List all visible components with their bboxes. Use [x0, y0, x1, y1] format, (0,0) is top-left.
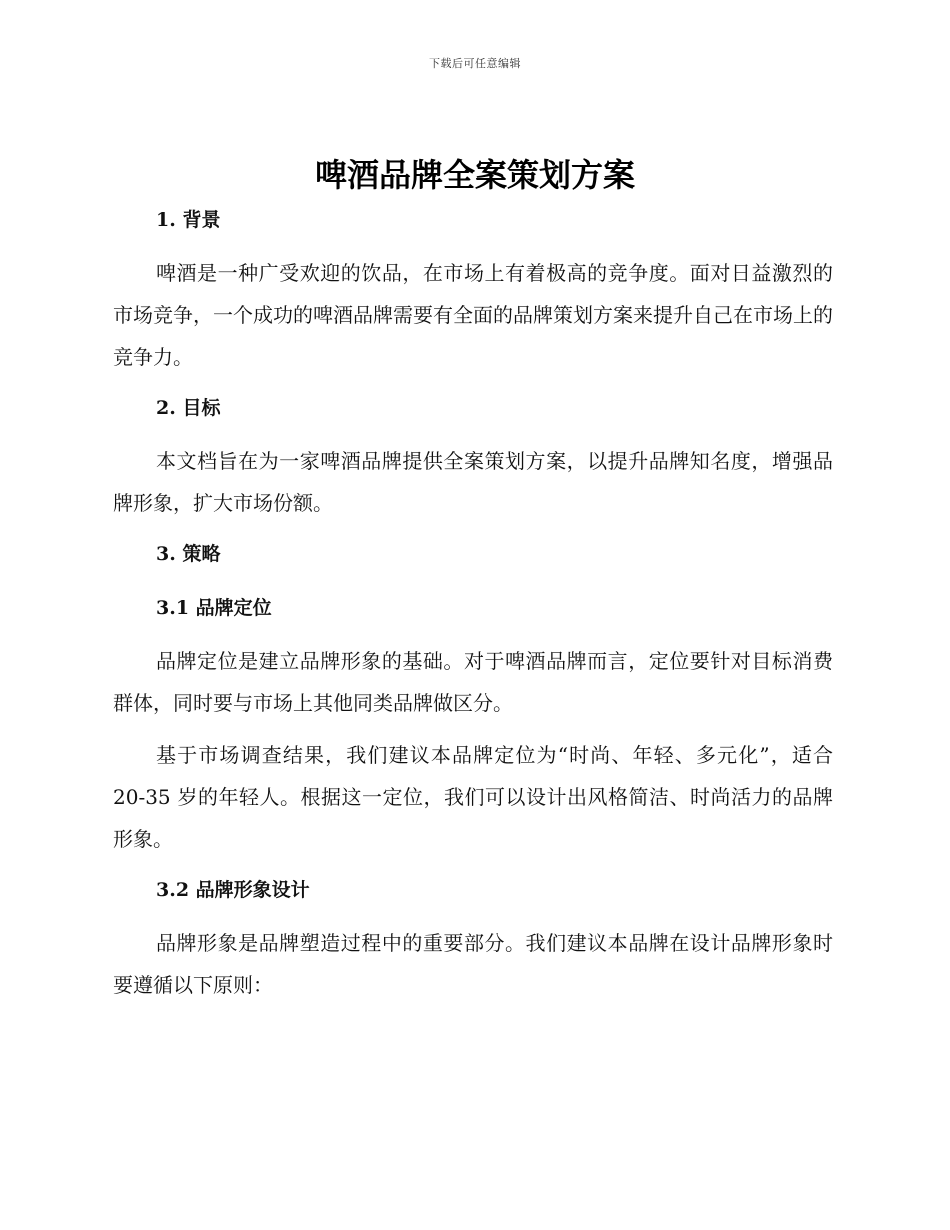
paragraph-positioning-1: 品牌定位是建立品牌形象的基础。对于啤酒品牌而言，定位要针对目标消费群体，同时要与市场上其他同类品牌做区分。 [113, 649, 833, 715]
document-title: 啤酒品牌全案策划方案 [314, 156, 635, 194]
paragraph-goal: 本文档旨在为一家啤酒品牌提供全案策划方案，以提升品牌知名度，增强品牌形象，扩大市场份额。 [113, 449, 833, 515]
paragraph-positioning-2: 基于市场调查结果，我们建议本品牌定位为“时尚、年轻、多元化”，适合 20-35 岁的年轻人。根据这一定位，我们可以设计出风格简洁、时尚活力的品牌形象。 [113, 743, 833, 851]
section-heading-background: 1. 背景 [156, 209, 221, 231]
paragraph-background: 啤酒是一种广受欢迎的饮品，在市场上有着极高的竞争度。面对日益激烈的市场竞争，一个成功的啤酒品牌需要有全面的品牌策划方案来提升自己在市场上的竞争力。 [113, 261, 833, 369]
section-heading-positioning: 3.1 品牌定位 [156, 597, 272, 619]
section-heading-goal: 2. 目标 [156, 397, 221, 419]
section-heading-image-design: 3.2 品牌形象设计 [156, 879, 310, 901]
paragraph-image-design: 品牌形象是品牌塑造过程中的重要部分。我们建议本品牌在设计品牌形象时要遵循以下原则： [113, 931, 833, 997]
section-heading-strategy: 3. 策略 [156, 543, 221, 565]
document-body [113, 200, 833, 1016]
header-note: 下载后可任意编辑 [429, 57, 521, 70]
